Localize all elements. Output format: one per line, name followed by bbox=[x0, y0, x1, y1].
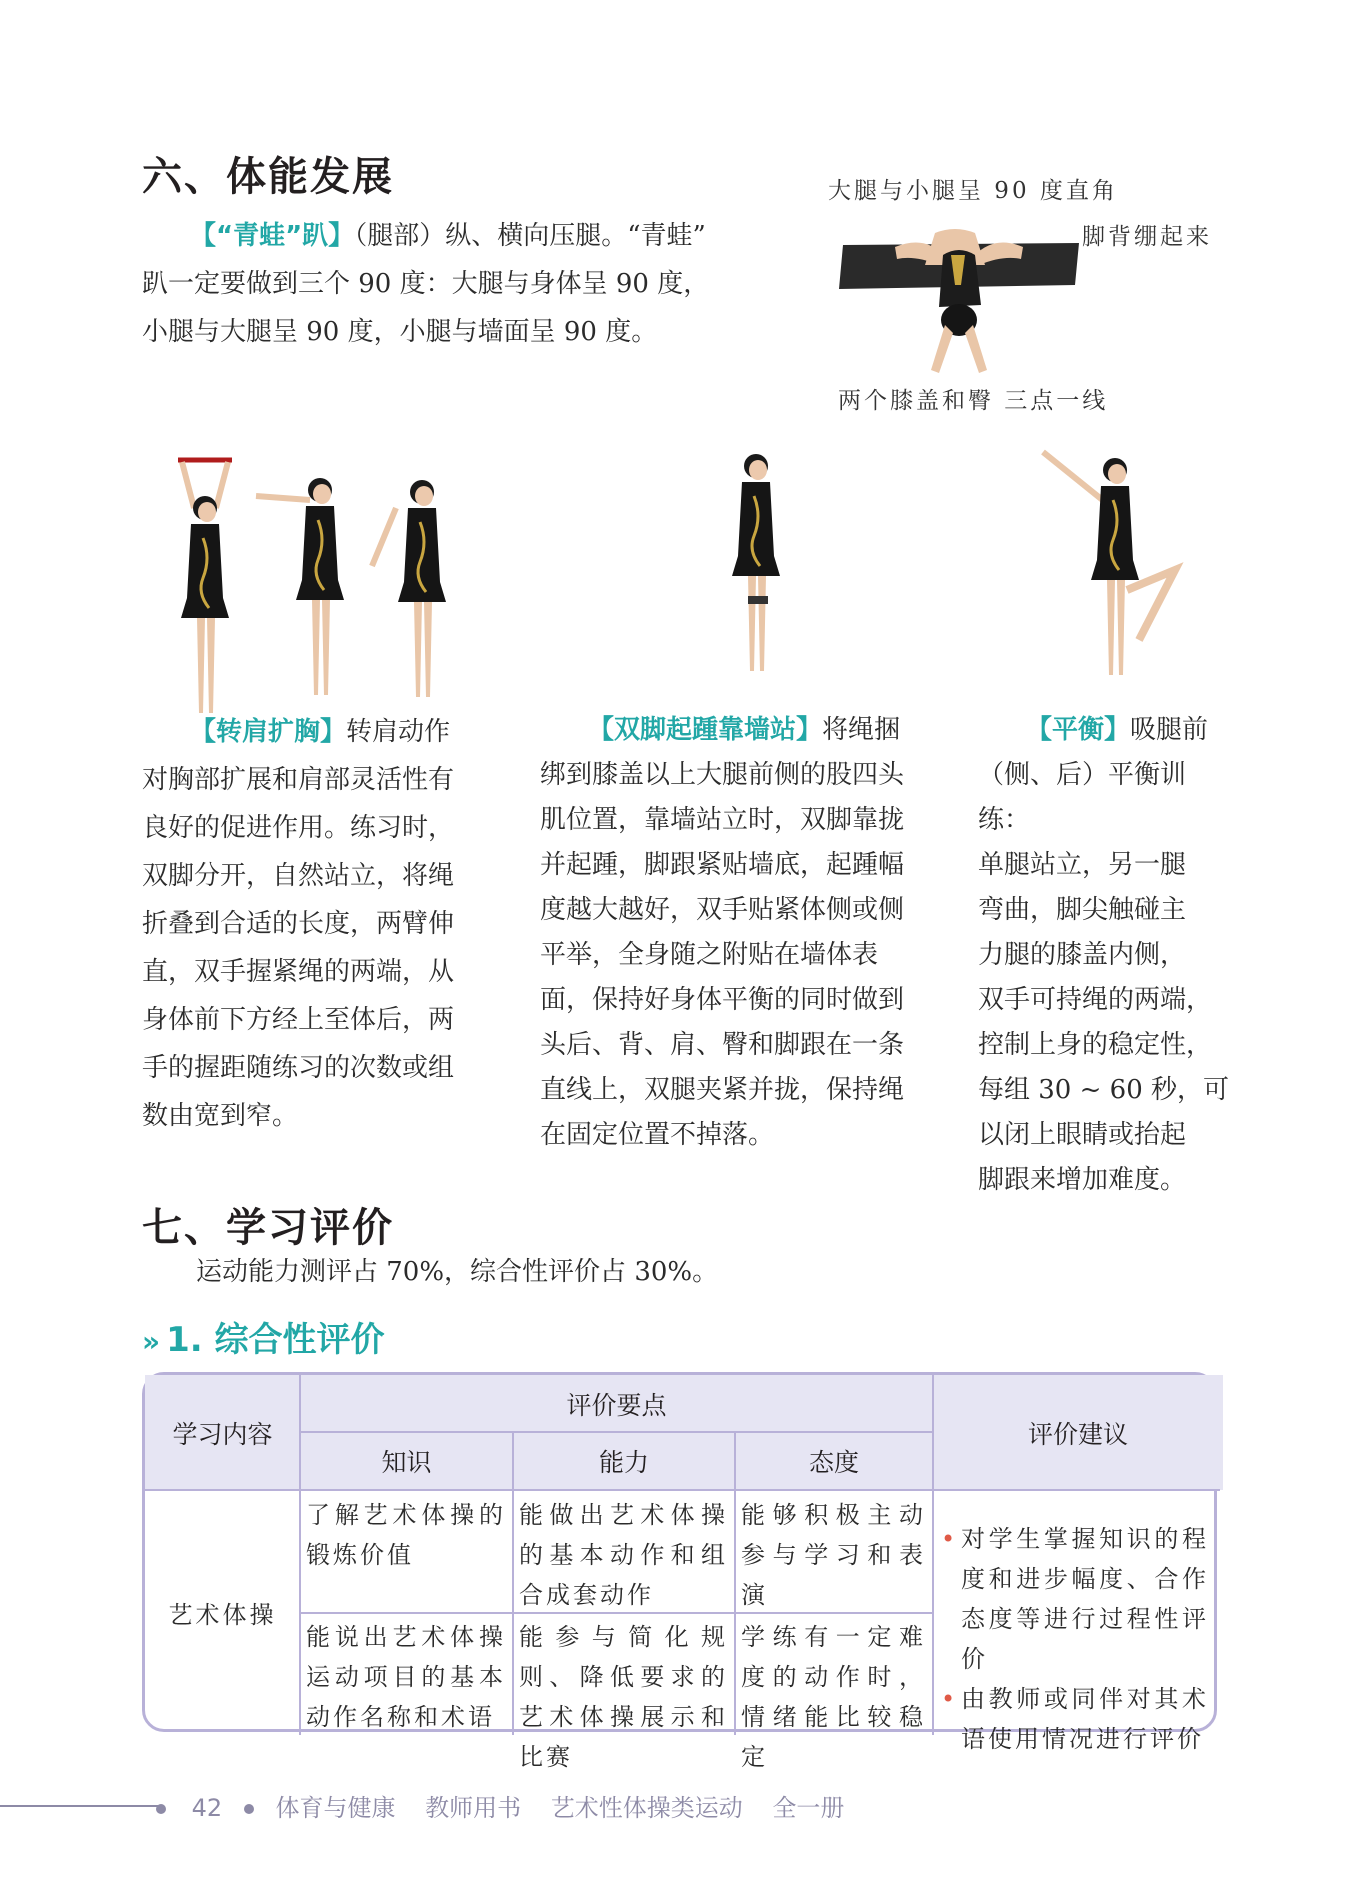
frog-pose-photo bbox=[835, 225, 1085, 385]
section7-title: 七、学习评价 bbox=[142, 1204, 394, 1251]
frog-label-right: 脚背绷起来 bbox=[1082, 224, 1212, 250]
r2-knowledge: 能说出艺术体操运动项目的基本动作名称和术语 bbox=[306, 1623, 506, 1731]
section7-intro: 运动能力测评占 70%，综合性评价占 30%。 bbox=[196, 1257, 719, 1287]
wall-stand-photo bbox=[700, 448, 820, 688]
advice-cell bbox=[935, 1515, 1215, 1763]
page-number: 42 bbox=[191, 1794, 223, 1822]
footer bbox=[156, 1788, 844, 1823]
footer-rule bbox=[0, 1805, 160, 1807]
footer-dot bbox=[156, 1804, 166, 1814]
footer-dot bbox=[244, 1804, 254, 1814]
r1-knowledge: 了解艺术体操的锻炼价值 bbox=[306, 1501, 506, 1569]
footer-book: 教师用书 bbox=[425, 1794, 522, 1822]
header-attitude: 态度 bbox=[735, 1432, 933, 1490]
balance-paragraph: 【平衡】吸腿前 （侧、后）平衡训练： 单腿站立，另一腿 弯曲，脚尖触碰主 力腿的膝盖内侧， 双手可持绳的两端， 控制上身的稳定性， 每组 30 ~ 60 秒，可 以闭上眼睛或抬起 脚跟来增加难度。 bbox=[978, 715, 1230, 1195]
shoulder-paragraph: 【转肩扩胸】转肩动作 对胸部扩展和肩部灵活性有 良好的促进作用。练习时， 双脚分开，自然站立，将绳 折叠到合适的长度，两臂伸 直，双手握紧绳的两端，从 身体前下方经上至体后，两 手的握距随练习的次数或组 数由宽到窄。 bbox=[142, 717, 455, 1131]
frog-label-top: 大腿与小腿呈 90 度直角 bbox=[828, 178, 1118, 204]
frog-paragraph: 【“青蛙”趴】（腿部）纵、横向压腿。“青蛙” 趴一定要做到三个 90 度：大腿与身体呈 90 度， 小腿与大腿呈 90 度，小腿与墙面呈 90 度。 bbox=[142, 221, 710, 347]
chevron-icon: » bbox=[142, 1325, 161, 1358]
header-knowledge: 知识 bbox=[300, 1432, 513, 1490]
footer-topic: 艺术性体操类运动 bbox=[550, 1794, 743, 1822]
r1-ability: 能做出艺术体操的基本动作和组合成套动作 bbox=[519, 1501, 728, 1609]
wall-paragraph: 【双脚起踵靠墙站】将绳捆 绑到膝盖以上大腿前侧的股四头 肌位置，靠墙站立时，双脚靠拢 并起踵，脚跟紧贴墙底，起踵幅 度越大越好，双手贴紧体侧或侧 平举，全身随之附贴在墙体表 面，保持好身体平衡的同时做到 头后、背、肩、臀和脚跟在一条 直线上，双腿夹紧并拢，保持绳 在固定位置不掉落。 bbox=[540, 715, 905, 1150]
r1-attitude: 能够积极主动参与学习和表演 bbox=[741, 1501, 926, 1609]
section7-subtitle: » 1. 综合性评价 bbox=[142, 1320, 385, 1360]
header-points: 评价要点 bbox=[300, 1375, 933, 1432]
header-ability: 能力 bbox=[513, 1432, 735, 1490]
frog-tag: 【“青蛙”趴】 bbox=[190, 221, 355, 251]
r2-ability: 能参与简化规则、降低要求的艺术体操展示和比赛 bbox=[519, 1623, 728, 1771]
evaluation-table bbox=[142, 1372, 1217, 1771]
wall-tag: 【双脚起踵靠墙站】 bbox=[588, 715, 823, 745]
footer-volume: 全一册 bbox=[772, 1794, 845, 1822]
row-label: 艺术体操 bbox=[168, 1601, 277, 1629]
balance-photo bbox=[1035, 440, 1195, 690]
frog-label-bottom: 两个膝盖和臀 三点一线 bbox=[838, 388, 1109, 414]
footer-subject: 体育与健康 bbox=[275, 1794, 396, 1822]
advice-item-1: • 对学生掌握知识的程度和进步幅度、合作态度等进行过程性评价 bbox=[941, 1519, 1209, 1679]
section6-title: 六、体能发展 bbox=[142, 153, 394, 200]
balance-tag: 【平衡】 bbox=[1026, 715, 1131, 745]
shoulder-rotation-photos bbox=[160, 448, 480, 688]
r2-attitude: 学练有一定难度的动作时，情绪能比较稳定 bbox=[741, 1623, 926, 1771]
header-content: 学习内容 bbox=[145, 1375, 300, 1490]
header-advice: 评价建议 bbox=[933, 1375, 1223, 1490]
shoulder-tag: 【转肩扩胸】 bbox=[190, 717, 347, 747]
advice-item-2: • 由教师或同伴对其术语使用情况进行评价 bbox=[941, 1679, 1209, 1759]
